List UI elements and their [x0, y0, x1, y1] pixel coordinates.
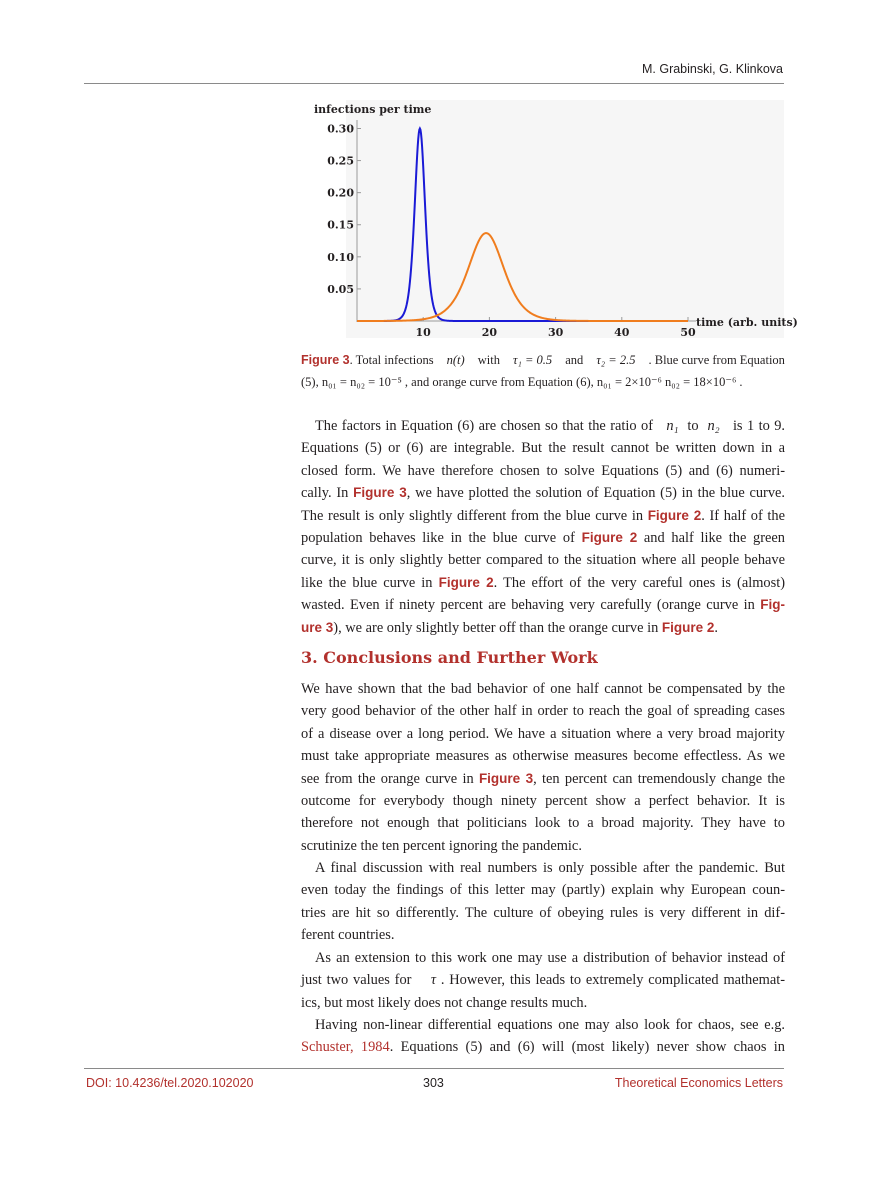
p1-line-5: The result is only slightly different from the blue curve in Figure 2. If half of the	[301, 507, 786, 524]
p2-line-7: therefore not enough that politicians look to a broad majority. They have to	[301, 815, 785, 832]
caption-text-2: . Blue curve from Equation	[648, 353, 785, 367]
p2-line-5: see from the orange curve in Figure 3, ten percent can tremendously change the	[301, 770, 785, 787]
link-figure-2[interactable]: Figure 2	[661, 619, 715, 635]
paragraph-3	[301, 857, 785, 947]
p2-line-1: We have shown that the bad behavior of one half cannot be compensated by the	[301, 681, 785, 697]
paragraph-5	[301, 1014, 785, 1059]
p1-line-8: like the blue curve in Figure 2. The effort of the very careful ones is (almost)	[301, 574, 785, 591]
p3-line-1: A final discussion with real numbers is only possible after the pandemic. But	[315, 860, 785, 876]
y-tick-label: 0.30	[327, 122, 354, 136]
footer-divider	[84, 1068, 784, 1069]
y-tick-label: 0.10	[327, 250, 354, 264]
link-figure-2[interactable]: Figure 2	[438, 574, 494, 590]
p5-line-1: Having non-linear differential equations one may also look for chaos, see e.g.	[315, 1017, 785, 1033]
caption-math-tau1: τ₁ = 0.5	[513, 353, 553, 367]
p2-line-8: scrutinize the ten percent ignoring the pandemic.	[301, 837, 582, 854]
infections-chart	[300, 100, 798, 339]
y-tick-label: 0.05	[327, 282, 354, 296]
plot-background	[346, 100, 784, 338]
x-tick-label: 30	[547, 326, 564, 339]
caption-figure-ref[interactable]: Figure 3	[301, 353, 350, 367]
p1-line-2: Equations (5) or (6) are integrable. But the result cannot be written down in a	[301, 440, 785, 457]
x-tick-label: 10	[415, 326, 431, 339]
footer-journal[interactable]: Theoretical Economics Letters	[614, 1076, 783, 1090]
p1-line-4: cally. In Figure 3, we have plotted the solution of Equation (5) in the blue curve.	[301, 485, 786, 502]
link-figure-3[interactable]: Fig-	[760, 597, 785, 613]
p1-line-10: ure 3), we are only slightly better off than the orange curve in Figure 2.	[301, 619, 719, 636]
figure-caption	[301, 349, 785, 393]
p1-line-3: closed form. We have therefore chosen to solve Equations (5) and (6) numeri-	[301, 462, 785, 479]
caption-text-1: . Total infections	[349, 353, 434, 367]
paragraph-4	[301, 947, 785, 1014]
paragraph-2	[301, 678, 785, 857]
y-tick-label: 0.15	[327, 218, 354, 232]
p1-line-1: The factors in Equation (6) are chosen so that the ratio of n₁ to n₂ is 1 to 9.	[315, 418, 786, 434]
caption-line-2: (5), n₀₁ = n₀₂ = 10⁻⁵ , and orange curve from Equation (6), n₀₁ = 2×10⁻⁶ n₀₂ = 18×10⁻⁶ .	[301, 375, 743, 389]
caption-math-tau2: τ₂ = 2.5	[596, 353, 636, 367]
link-figure-2[interactable]: Figure 2	[647, 507, 702, 523]
header-divider	[84, 83, 784, 84]
p4-line-1: As an extension to this work one may use a distribution of behavior instead of	[315, 950, 785, 966]
paragraph-1	[301, 415, 785, 639]
link-figure-3[interactable]: ure 3	[301, 619, 334, 635]
x-tick-label: 50	[680, 326, 696, 339]
page-number: 303	[423, 1076, 444, 1090]
link-schuster-1984[interactable]: Schuster, 1984	[301, 1039, 390, 1056]
p1-line-7: curve, it is only slightly better compared to the situation where all people behave	[301, 552, 785, 569]
p1-line-6: population behaves like in the blue curve of Figure 2 and half like the green	[301, 529, 785, 546]
p2-line-4: must take appropriate measures as otherwise measures become effectless. As we	[301, 748, 785, 765]
y-tick-label: 0.25	[327, 154, 354, 168]
section-heading: 3. Conclusions and Further Work	[301, 648, 598, 667]
p2-line-6: outcome for everybody though ninety percent show a perfect behavior. It is	[301, 792, 785, 809]
x-axis-title: time (arb. units)	[696, 316, 798, 329]
caption-text-and: and	[565, 353, 584, 367]
x-tick-label: 20	[481, 326, 498, 339]
p4-line-3: ics, but most likely does not change results much.	[301, 994, 588, 1011]
p2-line-2: very good behavior of the other half in order to reach the goal of spreading cases	[301, 703, 785, 720]
y-tick-label: 0.20	[327, 186, 354, 200]
p3-line-3: tries are hit so differently. The culture of obeying rules is very different in dif-	[301, 904, 785, 921]
figure-3	[300, 100, 798, 339]
p1-line-9: wasted. Even if ninety percent are behaving very carefully (orange curve in Fig-	[301, 597, 785, 614]
link-figure-3[interactable]: Figure 3	[478, 770, 534, 786]
p2-line-3: of a disease over a long period. We have a situation where a very broad majority	[301, 725, 785, 742]
p3-line-4: ferent countries.	[301, 927, 395, 944]
p3-line-2: even today the findings of this letter may (partly) explain why European coun-	[301, 882, 785, 899]
link-figure-3[interactable]: Figure 3	[353, 485, 407, 501]
p4-line-2: just two values for τ . However, this leads to extremely complicated mathemat-	[301, 972, 785, 989]
caption-text-with: with	[477, 353, 500, 367]
footer-doi[interactable]: DOI: 10.4236/tel.2020.102020	[86, 1076, 254, 1090]
running-header-authors: M. Grabinski, G. Klinkova	[641, 62, 783, 76]
link-figure-2[interactable]: Figure 2	[581, 529, 638, 545]
y-axis-title: infections per time	[314, 103, 432, 116]
caption-math-nt: n(t)	[446, 353, 465, 367]
p5-line-2: Schuster, 1984. Equations (5) and (6) will (most likely) never show chaos in	[301, 1039, 785, 1056]
x-tick-label: 40	[614, 326, 630, 339]
